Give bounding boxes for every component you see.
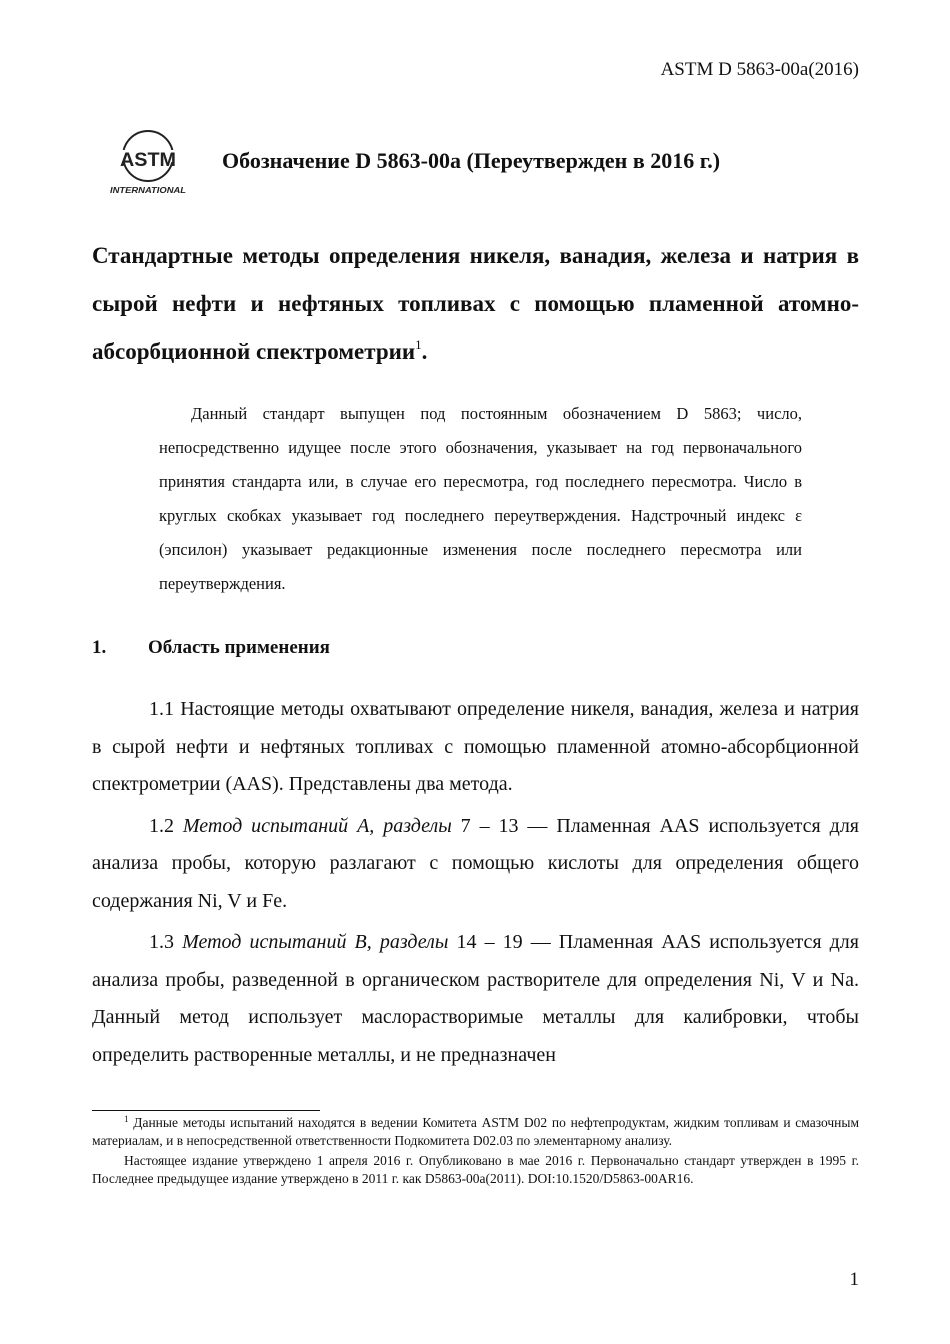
designation-heading: Обозначение D 5863-00a (Переутвержден в 2016 г.) xyxy=(222,148,721,173)
footnote-1 xyxy=(92,1114,859,1149)
footnote-1-mark: 1 xyxy=(124,1114,129,1124)
document-title xyxy=(92,232,859,376)
paragraph-1-3-number: 1.3 xyxy=(149,931,174,953)
paragraph-1-2-text: 7 – 13 — Пламенная AAS используется для анализа пробы, которую разлагают с помощью кислоты для определения общего содержания Ni, V и Fe. xyxy=(92,814,860,912)
paragraph-1-2 xyxy=(92,808,859,921)
page-number: 1 xyxy=(849,1269,859,1290)
paragraph-1-3 xyxy=(92,924,859,1074)
paragraph-1-2-method: Метод испытаний А, разделы xyxy=(182,814,452,837)
standard-code: ASTM D 5863-00a(2016) xyxy=(660,59,859,80)
title-footnote-ref[interactable]: 1 xyxy=(415,337,422,352)
footnote-divider xyxy=(92,1110,320,1111)
section-heading xyxy=(92,637,330,659)
logo-international-text: INTERNATIONAL xyxy=(110,186,187,195)
footnote-1-text: Данные методы испытаний находятся в ведении Комитета ASTM D02 по нефтепродуктам, жидким топливам и смазочным материалам, и в непосредственной ответственности Подкомитета D02.03 по элементарному анализу. xyxy=(92,1115,859,1148)
section-number: 1. xyxy=(92,637,107,658)
section-title: Область применения xyxy=(148,637,330,658)
paragraph-1-3-text: 14 – 19 — Пламенная AAS используется для анализа пробы, разведенной в органическом растворителе для определения Ni, V и Na. Данный метод использует маслорастворимые металлы для калибровки, чтобы определить растворенные металлы, и не предназначен xyxy=(92,931,859,1066)
paragraph-1-3-method: Метод испытаний В, разделы xyxy=(182,931,449,953)
footnote-edition: Настоящее издание утверждено 1 апреля 2016 г. Опубликовано в мае 2016 г. Первоначально стандарт утвержден в 1995 г. Последнее предыдущее издание утверждено в 2011 г. как D5863-00a(2011). DOI:10.1520/D5863-00AR16. xyxy=(92,1153,859,1186)
title-text: Стандартные методы определения никеля, ванадия, железа и натрия в сырой нефти и нефтяных топливах с помощью пламенной атомно-абсорбционной спектрометрии xyxy=(92,243,859,364)
title-end-punct: . xyxy=(421,339,428,364)
astm-logo xyxy=(107,126,189,198)
paragraph-1-1: 1.1 Настоящие методы охватывают определение никеля, ванадия, железа и натрия в сырой нефти и нефтяных топливах с помощью пламенной атомно-абсорбционной спектрометрии (AAS). Представлены два метода. xyxy=(92,698,859,795)
paragraph-1-2-number: 1.2 xyxy=(149,814,174,837)
logo-astm-text: ASTM xyxy=(120,150,176,171)
designation-notice: Данный стандарт выпущен под постоянным обозначением D 5863; число, непосредственно идущее после этого обозначения, указывает на год первоначального принятия стандарта или, в случае его пересмотра, год последнего пересмотра. Число в круглых скобках указывает год последнего переутверждения. Надстрочный индекс ε (эпсилон) указывает редакционные изменения после последнего пересмотра или переутверждения. xyxy=(159,404,802,593)
footnotes xyxy=(92,1114,859,1187)
scope-body xyxy=(92,691,859,1074)
